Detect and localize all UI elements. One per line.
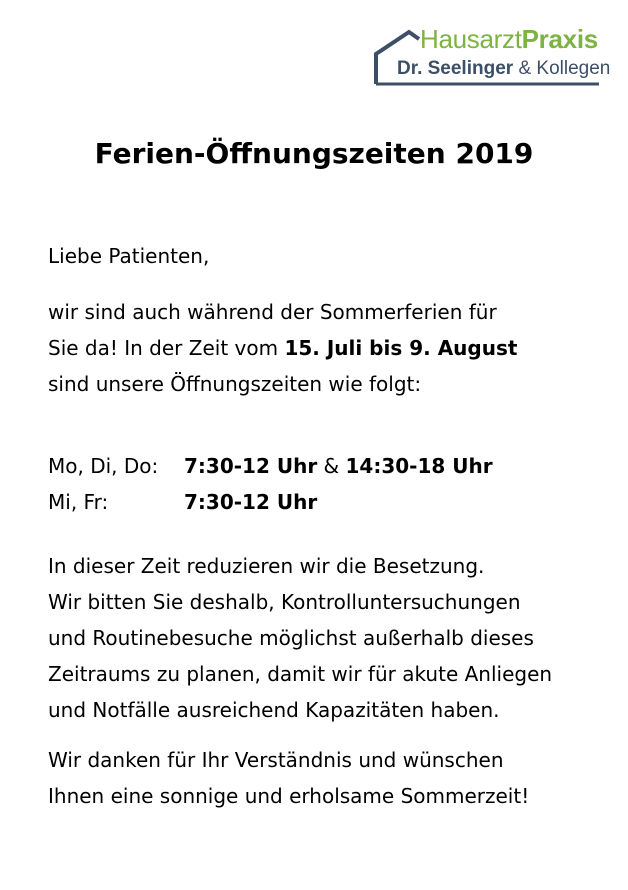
practice-logo (373, 24, 611, 88)
greeting: Liebe Patienten, (48, 244, 210, 268)
hours-times: 7:30-12 Uhr & 14:30-18 Uhr (184, 454, 493, 478)
hours-days: Mo, Di, Do: (48, 454, 159, 478)
paragraph-line: Wir danken für Ihr Verständnis und wünschen (48, 748, 504, 772)
paragraph-line: und Notfälle ausreichend Kapazitäten haben. (48, 698, 500, 722)
paragraph-line: und Routinebesuche möglichst außerhalb dieses (48, 626, 534, 650)
date-range: 15. Juli bis 9. August (284, 336, 518, 360)
notice-paragraph (48, 548, 552, 728)
intro-paragraph (48, 294, 517, 402)
logo-doctor-name: Dr. Seelinger & Kollegen (397, 58, 611, 79)
closing-paragraph (48, 742, 529, 814)
hours-times: 7:30-12 Uhr (184, 490, 318, 514)
logo-brand-name: HausarztPraxis (420, 24, 598, 54)
intro-line: sind unsere Öffnungszeiten wie folgt: (48, 372, 422, 396)
page-title: Ferien-Öffnungszeiten 2019 (94, 137, 534, 170)
paragraph-line: Ihnen eine sonnige und erholsame Sommerzeit! (48, 784, 530, 808)
paragraph-line: In dieser Zeit reduzieren wir die Besetzung. (48, 554, 485, 578)
intro-line: wir sind auch während der Sommerferien für (48, 300, 497, 324)
paragraph-line: Zeitraums zu planen, damit wir für akute Anliegen (48, 662, 553, 686)
paragraph-line: Wir bitten Sie deshalb, Kontrolluntersuchungen (48, 590, 521, 614)
intro-line: Sie da! In der Zeit vom 15. Juli bis 9. August (48, 336, 518, 360)
hours-days: Mi, Fr: (48, 490, 109, 514)
